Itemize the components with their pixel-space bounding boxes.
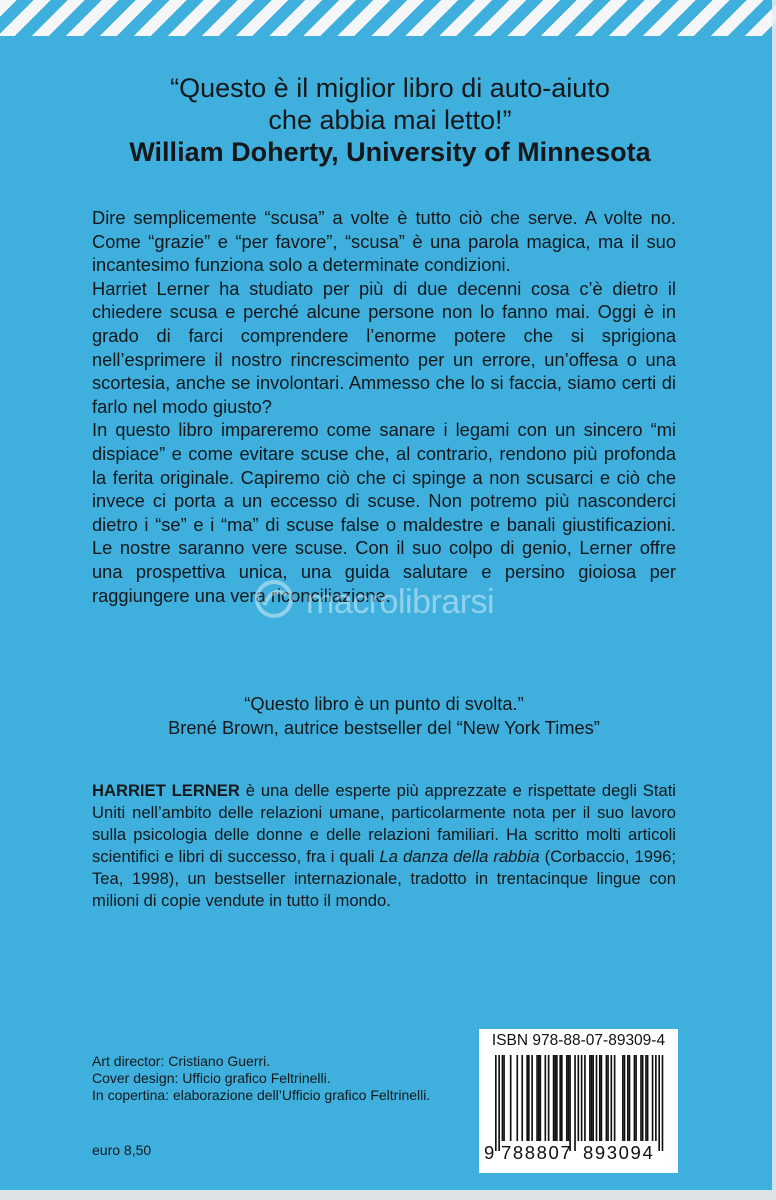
barcode-bar (606, 1055, 608, 1141)
barcode-bar (561, 1055, 563, 1141)
author-bio (92, 780, 676, 912)
barcode-bar (553, 1055, 555, 1141)
isbn-label: ISBN 978-88-07-89309-4 (491, 1032, 666, 1049)
barcode-bar (614, 1055, 616, 1141)
barcode-bar (647, 1055, 649, 1141)
barcode-bar (559, 1055, 561, 1141)
barcode-bar (578, 1055, 580, 1141)
barcode-bar (601, 1055, 603, 1141)
barcode-bar (592, 1055, 594, 1141)
quote-line-2: che abbia mai letto!” (268, 105, 512, 135)
barcode-group-2: 893094 (583, 1142, 655, 1163)
barcode-bar (503, 1055, 505, 1141)
quote-author: William Doherty, University of Minnesota (129, 137, 651, 167)
mid-quote-text: “Questo libro è un punto di svolta.” (244, 693, 524, 714)
barcode-bar (526, 1055, 528, 1141)
barcode-bar (545, 1055, 547, 1141)
barcode-bar (652, 1055, 654, 1141)
barcode-bar (589, 1055, 591, 1141)
scan-edge-right (772, 0, 776, 1200)
barcode-bar (596, 1055, 598, 1141)
barcode-bar (510, 1055, 512, 1141)
barcode-bar (622, 1055, 624, 1141)
barcode-bar (554, 1055, 556, 1141)
barcode-bar (634, 1055, 636, 1141)
barcode-group-1: 788807 (501, 1142, 573, 1163)
credits (92, 1053, 432, 1105)
barcode-bar (502, 1055, 504, 1141)
barcode-bar (627, 1055, 629, 1141)
credit-cover-image: In copertina: elaborazione dell’Ufficio grafico Feltrinelli. (92, 1087, 431, 1104)
barcode-bar (528, 1055, 530, 1141)
barcode-bar (531, 1055, 533, 1141)
blurb-paragraph-1: Dire semplicemente “scusa” a volte è tutto ciò che serve. A volte no. Come “grazie” e “per favore”, “scusa” è una parola magica, ma il suo incantesimo funziona solo a determinate condizioni. (92, 207, 676, 276)
barcode-bar (569, 1055, 571, 1151)
watermark-text: macrolibrarsi (306, 583, 495, 621)
barcode-bar (538, 1055, 540, 1141)
barcode-panel (479, 1029, 678, 1173)
blurb-text (92, 206, 676, 607)
barcode-bar (624, 1055, 626, 1141)
barcode-bar (662, 1055, 664, 1151)
blurb-paragraph-2: Harriet Lerner ha studiato per più di due decenni cosa c’è dietro il chiedere scusa e perché alcune persone non lo fanno mai. Oggi è in grado di farci comprendere l’enorme potere che si sprigiona nell’esprimere il nostro rincrescimento per un errore, un’offesa o una scortesia, anche se involontari. Ammesso che lo si faccia, siamo certi di farlo nel modo giusto? (92, 277, 676, 417)
barcode-bar (635, 1055, 637, 1141)
barcode-bar (640, 1055, 642, 1141)
barcode-bar (658, 1055, 660, 1151)
barcode-bar (655, 1055, 657, 1141)
barcode-lead-digit: 9 (484, 1142, 495, 1163)
barcode-bar (536, 1055, 538, 1141)
bio-text-b: (Corbaccio, 1996; Tea, 1998), un bestseller internazionale, tradotto in trentacinque lingue con milioni di copie vendute in tutto il mondo. (92, 847, 677, 910)
top-review-quote (90, 72, 690, 168)
barcode-bar (591, 1055, 593, 1141)
barcode-bar (556, 1055, 558, 1141)
barcode-bar (566, 1055, 568, 1141)
barcode-bar (574, 1055, 576, 1151)
barcode-bar (599, 1055, 601, 1141)
barcode-bar (629, 1055, 631, 1141)
scan-edge-bottom (0, 1190, 776, 1200)
author-name: HARRIET LERNER (92, 781, 240, 800)
blurb-paragraph-3: In questo libro impareremo come sanare i legami con un sincero “mi dispiace” e come evitare scuse che, al contrario, rendono più profonda la ferita originale. Capiremo ciò che ci spinge a non scusarci e ciò che invece ci porta a un eccesso di scuse. Non potremo più nasconderci dietro i “se” e i “ma” di scuse false o maldestre e banali giustificazioni. Le nostre saranno vere scuse. Con il suo colpo di genio, Lerner offre una prospettiva unica, una guida salutare e persino gioiosa per raggiungere una vera riconciliazione. (92, 419, 676, 606)
barcode-bar (498, 1055, 500, 1151)
barcode-bar (607, 1055, 609, 1141)
top-stripe-band (0, 0, 776, 36)
middle-review-quote (92, 692, 676, 740)
barcode-bar (548, 1055, 550, 1141)
barcode-bar (584, 1055, 586, 1141)
barcode-bar (521, 1055, 523, 1141)
quote-line-1: “Questo è il miglior libro di auto-aiuto (170, 73, 610, 103)
barcode-bar (495, 1055, 497, 1151)
barcode-bar (642, 1055, 644, 1141)
credit-art-director: Art director: Cristiano Guerri. (92, 1053, 271, 1069)
barcode-bar (516, 1055, 518, 1141)
barcode-bar (611, 1055, 613, 1141)
bio-text-a: è una delle esperte più apprezzate e rispettate degli Stati Uniti nell’ambito delle relazioni umane, particolarmente nota per il suo lavoro sulla psicologia delle donne e delle relazioni familiari. Ha scritto molti articoli scientifici e libri di successo, fra i quali (92, 781, 676, 866)
credit-cover-design: Cover design: Ufficio grafico Feltrinelli. (92, 1070, 331, 1087)
book-title: La danza della rabbia (379, 847, 540, 866)
mid-quote-author: Brené Brown, autrice bestseller del “New York Times” (168, 717, 600, 738)
barcode-bar (568, 1055, 570, 1141)
barcode-bar (540, 1055, 542, 1141)
barcode-digits (479, 1142, 678, 1168)
price-label: euro 8,50 (92, 1142, 152, 1158)
barcode-bar (581, 1055, 583, 1141)
barcode-bar (645, 1055, 647, 1141)
